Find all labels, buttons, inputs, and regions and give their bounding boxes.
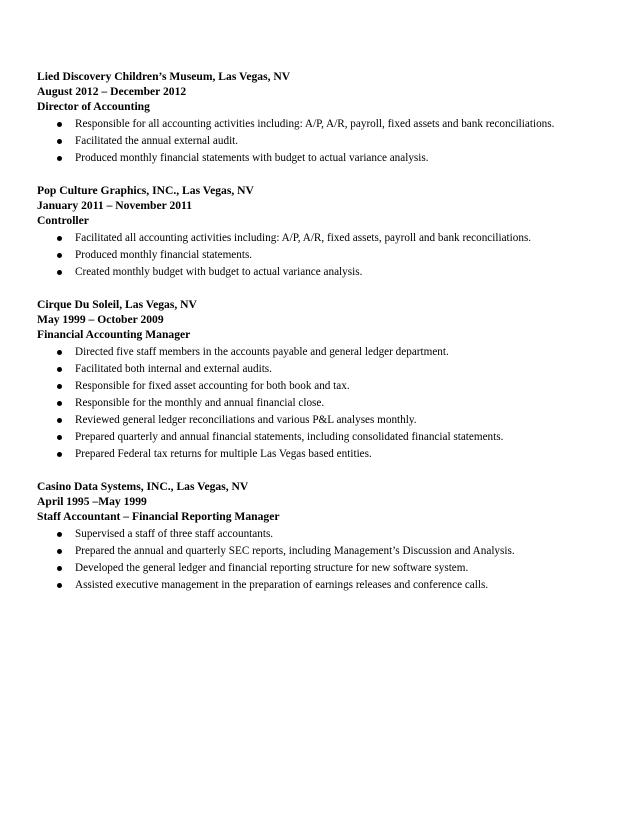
bullet-icon: [57, 350, 62, 355]
duty-text: Directed five staff members in the accounts payable and general ledger department.: [75, 346, 449, 358]
duty-text: Created monthly budget with budget to actual variance analysis.: [75, 266, 363, 278]
duty-text: Developed the general ledger and financial reporting structure for new software system.: [75, 562, 469, 574]
duty-text: Responsible for the monthly and annual financial close.: [75, 397, 325, 409]
duty-text: Facilitated all accounting activities including: A/P, A/R, fixed assets, payroll and bank reconciliations.: [75, 232, 532, 244]
job-title: Director of Accounting: [37, 100, 150, 113]
duty-item: [37, 561, 607, 576]
job-company: Casino Data Systems, INC., Las Vegas, NV: [37, 480, 249, 493]
duty-item: [37, 248, 607, 263]
bullet-icon: [57, 122, 62, 127]
duty-item: [37, 151, 607, 166]
job-title: Controller: [37, 214, 89, 227]
job-company: Lied Discovery Children’s Museum, Las Vegas, NV: [37, 70, 291, 83]
duty-item: [37, 430, 607, 445]
bullet-icon: [57, 367, 62, 372]
bullet-icon: [57, 549, 62, 554]
duty-text: Facilitated both internal and external audits.: [75, 363, 272, 375]
bullet-icon: [57, 139, 62, 144]
bullet-icon: [57, 435, 62, 440]
job-entry: [37, 69, 607, 166]
duty-list: [37, 117, 607, 166]
bullet-icon: [57, 566, 62, 571]
duty-text: Responsible for all accounting activities including: A/P, A/R, payroll, fixed assets and bank reconciliations.: [75, 118, 555, 130]
bullet-icon: [57, 156, 62, 161]
duty-item: [37, 544, 607, 559]
duty-list: [37, 231, 607, 280]
job-dates: May 1999 – October 2009: [37, 313, 164, 326]
duty-text: Assisted executive management in the preparation of earnings releases and conference calls.: [75, 579, 489, 591]
duty-item: [37, 362, 607, 377]
job-entry: [37, 479, 607, 593]
duty-item: [37, 265, 607, 280]
job-title: Financial Accounting Manager: [37, 328, 191, 341]
duty-item: [37, 527, 607, 542]
job-entry: [37, 183, 607, 280]
duty-item: [37, 447, 607, 462]
duty-list: [37, 527, 607, 593]
bullet-icon: [57, 236, 62, 241]
duty-item: [37, 379, 607, 394]
duty-text: Prepared the annual and quarterly SEC reports, including Management’s Discussion and Analysis.: [75, 545, 515, 557]
duty-list: [37, 345, 607, 462]
duty-text: Supervised a staff of three staff accountants.: [75, 528, 274, 540]
duty-text: Produced monthly financial statements with budget to actual variance analysis.: [75, 152, 429, 164]
duty-item: [37, 134, 607, 149]
job-dates: August 2012 – December 2012: [37, 85, 187, 98]
bullet-icon: [57, 270, 62, 275]
duty-item: [37, 578, 607, 593]
duty-text: Responsible for fixed asset accounting for both book and tax.: [75, 380, 350, 392]
bullet-icon: [57, 452, 62, 457]
job-dates: April 1995 –May 1999: [37, 495, 147, 508]
duty-text: Prepared Federal tax returns for multiple Las Vegas based entities.: [75, 448, 372, 460]
duty-text: Prepared quarterly and annual financial statements, including consolidated financial statements.: [75, 431, 504, 443]
resume-experience-section: [37, 69, 607, 595]
bullet-icon: [57, 418, 62, 423]
bullet-icon: [57, 583, 62, 588]
job-company: Pop Culture Graphics, INC., Las Vegas, NV: [37, 184, 254, 197]
job-dates: January 2011 – November 2011: [37, 199, 193, 212]
bullet-icon: [57, 532, 62, 537]
bullet-icon: [57, 401, 62, 406]
job-title: Staff Accountant – Financial Reporting Manager: [37, 510, 280, 523]
job-company: Cirque Du Soleil, Las Vegas, NV: [37, 298, 197, 311]
duty-text: Facilitated the annual external audit.: [75, 135, 239, 147]
duty-item: [37, 117, 607, 132]
job-entry: [37, 297, 607, 462]
duty-text: Produced monthly financial statements.: [75, 249, 253, 261]
duty-item: [37, 396, 607, 411]
duty-item: [37, 231, 607, 246]
bullet-icon: [57, 384, 62, 389]
duty-item: [37, 345, 607, 360]
bullet-icon: [57, 253, 62, 258]
duty-text: Reviewed general ledger reconciliations and various P&L analyses monthly.: [75, 414, 417, 426]
duty-item: [37, 413, 607, 428]
